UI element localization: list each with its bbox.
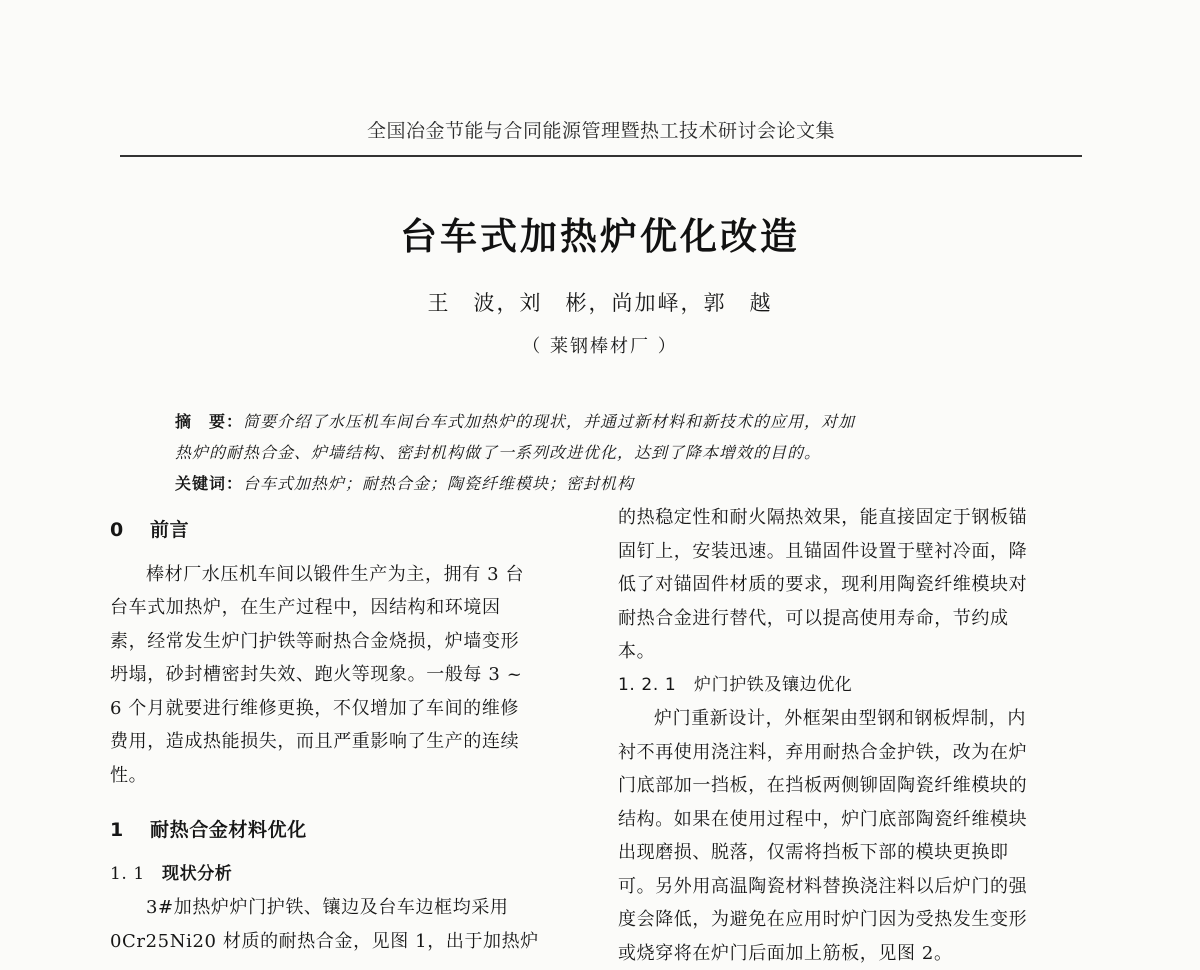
right-column [618, 501, 1086, 970]
keywords-text: 台车式加热炉；耐热合金；陶瓷纤维模块；密封机构 [243, 474, 634, 493]
paragraph-line: 结构。如果在使用过程中，炉门底部陶瓷纤维模块 [618, 803, 1086, 837]
subsection-heading [110, 858, 578, 892]
abstract-text-2: 热炉的耐热合金、炉墙结构、密封机构做了一系列改进优化，达到了降本增效的目的。 [175, 437, 1035, 468]
authors: 王 波，刘 彬，尚加峄，郭 越 [0, 287, 1200, 317]
paragraph-line: 本。 [618, 635, 1086, 669]
paragraph-line: 0Cr25Ni20 材质的耐热合金，见图 1，出于加热炉 [110, 925, 578, 959]
paragraph-line: 素，经常发生炉门护铁等耐热合金烧损，炉墙变形 [110, 625, 578, 659]
section-number: 0 [110, 514, 150, 548]
abstract-line [175, 406, 1035, 437]
paragraph-line: 低了对锚固件材质的要求，现利用陶瓷纤维模块对 [618, 568, 1086, 602]
paragraph-line: 衬不再使用浇注料，弃用耐热合金护铁，改为在炉 [618, 736, 1086, 770]
header-rule [120, 155, 1082, 157]
subsection-number: 1. 1 [110, 858, 162, 892]
keywords-line [175, 468, 1035, 499]
section-heading [110, 814, 578, 848]
paragraph-line: 的热稳定性和耐火隔热效果，能直接固定于钢板锚 [618, 501, 1086, 535]
paragraph-line: 固钉上，安装迅速。且锚固件设置于壁衬冷面，降 [618, 535, 1086, 569]
abstract-text-1: 简要介绍了水压机车间台车式加热炉的现状，并通过新材料和新技术的应用，对加 [243, 412, 855, 431]
paragraph-line: 费用，造成热能损失，而且严重影响了生产的连续 [110, 725, 578, 759]
section-heading [110, 514, 578, 548]
paragraph-line: 性。 [110, 759, 578, 793]
section-title: 耐热合金材料优化 [150, 819, 307, 841]
paragraph-line: 6 个月就要进行维修更换，不仅增加了车间的维修 [110, 692, 578, 726]
paragraph-line: 炉门重新设计，外框架由型钢和钢板焊制，内 [618, 702, 1086, 736]
paragraph-line: 棒材厂水压机车间以锻件生产为主，拥有 3 台 [110, 558, 578, 592]
paragraph-line: 台车式加热炉，在生产过程中，因结构和环境因 [110, 591, 578, 625]
subsubsection-heading [618, 669, 1086, 703]
abstract-label: 摘 要： [175, 412, 243, 431]
paragraph-line: 3#加热炉炉门护铁、镶边及台车边框均采用 [110, 891, 578, 925]
paper-title: 台车式加热炉优化改造 [0, 206, 1200, 260]
subsubsection-number: 1. 2. 1 [618, 669, 694, 703]
subsubsection-title: 炉门护铁及镶边优化 [694, 675, 852, 695]
affiliation: （ 莱钢棒材厂 ） [0, 332, 1200, 358]
paragraph-line: 出现磨损、脱落，仅需将挡板下部的模块更换即 [618, 836, 1086, 870]
section-number: 1 [110, 814, 150, 848]
keywords-label: 关键词： [175, 474, 243, 493]
paragraph-line: 可。另外用高温陶瓷材料替换浇注料以后炉门的强 [618, 870, 1086, 904]
running-header: 全国冶金节能与合同能源管理暨热工技术研讨会论文集 [120, 116, 1082, 143]
left-column [110, 514, 578, 958]
paragraph-line: 或烧穿将在炉门后面加上筋板，见图 2。 [618, 937, 1086, 970]
paragraph-line: 门底部加一挡板，在挡板两侧铆固陶瓷纤维模块的 [618, 769, 1086, 803]
paragraph-line: 耐热合金进行替代，可以提高使用寿命，节约成 [618, 602, 1086, 636]
abstract-block [175, 406, 1035, 499]
paragraph-line: 坍塌，砂封槽密封失效、跑火等现象。一般每 3 ~ [110, 658, 578, 692]
paragraph-line: 度会降低，为避免在应用时炉门因为受热发生变形 [618, 903, 1086, 937]
subsection-title: 现状分析 [162, 864, 232, 884]
section-title: 前言 [150, 519, 189, 541]
